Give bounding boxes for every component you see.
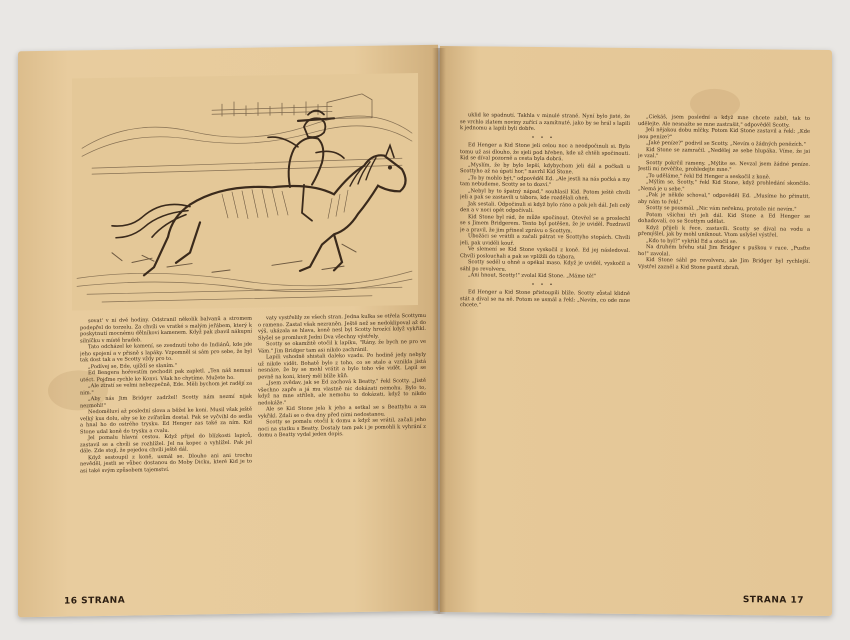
paragraph: Scotty se pousmál. „Nic vám neřeknu, protože nic nevím." [646,205,797,213]
paragraph: sovat' v ní dvě hodiny. Odstranil několik balvanů a stromem podepřel do torzelu. Za chvíli ve vratké s malým jeřábem, který k poskytnutí mocnému dělníkovi kamenem. Když pak zbavil nákupní silníčku v místě hradeb. [80,315,252,344]
paragraph: „Mýlím se, Scotty," řekl Kid Stone, když prohledání skončilo. „Nemá je u sebe." [638,179,810,193]
paragraph: „Aby nás Jim Bridger zadržel! Scotty nám nezmí nijak nezmohl!" [80,393,252,409]
paragraph: „Jsem zvědav, jak se Ed zachová k Beatty," řekl Scotty. „Jistě všechno zapře a já mu vlastně nic dokázati nemohu. Bylo to, když na mne stříleli, ale nemohu to dokázati, když to nikdo nedokáže." [258,377,426,407]
binding-gutter [432,48,446,614]
paragraph: Scotty seděl u ohně a opékal maso. Když je uviděl, vyskočil a sáhl po revolveru. [460,259,630,273]
paragraph: vaty vystřelily ze všech stran. Jedna kulka se otřela Scottymu o rameno. Zastal však nezraněn. Ještě než se nedoklipoval až do výš, ukázala se hlava, koně nesl byl Scotty hrozící když vykřikl. Slyšel se promluvit Jedni Dva všechny výstřely. [258,312,426,342]
paragraph: Ed Henger a Kid Stone přistoupili blíže. Scotty zůstal klidně stát a díval se na ně. Potom se usmál a řekl: „Nevím, co ode mne chcete." [460,289,630,309]
paragraph: Jeli nějakou dobu mlčky. Potom Kid Stone zastavil a řekl: „Kde jsou peníze?" [638,127,810,140]
left-column-1 [80,316,252,591]
paragraph: „Pak je někde schoval," odpověděl Ed. „Musíme ho přinutit, aby nám to řekl." [638,192,810,205]
left-page [18,45,438,618]
paragraph: „Podívej se, Ede, ujíždí se slaním." [88,362,177,370]
paragraph: „Nebyl by to špatný nápad," souhlasil Kid. Potom ještě chvíli jeli a pak se zastavili u tábora, kde rozdělali oheň. [460,187,630,202]
paragraph: „Myslím, že by bylo lepší, kdybychom jeli dál a počkali u Scottyho až na úpatí hor," navrhl Kid Stone. [460,161,630,176]
paragraph: Potom všichni tři jeli dál. Kid Stone a Ed Henger se dohadovali, co se Scottym udělat. [638,211,810,225]
paragraph: Ed Henger a Kid Stone jeli celou noc a neodpočinuli si. Bylo tomu už asi dlouho, že sjeli pod hřeben, kde už chtěli spočinouti. Kid se díval pozorně a cesta byla dobrá. [460,142,630,163]
paragraph: Na druhém břehu stál Jim Bridger s puškou v ruce. „Pusťte ho!" zavolal. [638,244,810,257]
section-separator: ••• [531,134,559,141]
paragraph: Tato odcházel ke kamení, se zvednutí toho do Indiánů, kde jde jeho spojení a v přisně s lapáky. Vzpomněl si sám pro sebe, že byl tak dost tak a ve Scotty vždy pro to. [80,341,252,364]
paragraph: Kid Stone byl rád, že může spočinout. Otevřel se a proslechl se s Jimem Bridgerem. Tento byl potěšen, že je uviděl. Pozdravil je a pravil, že jim přinesl zprávu o Scottym. [460,213,630,234]
paragraph: Když sestoupil z koně, usmál se. Dlouho ani ani trochu nevěděl, jestli se vůbec dostanou do Moby Dicku, které Kid je to asi také svým způsobem tajemství. [80,452,252,474]
paragraph: Scotty se pomalu otočil k domu a když se vrátil, začali jeho noci na statku s Beatty. Dostaly tam pak i je pomohli k vyhrání z domu a Beatty vydal jeden dopis. [258,416,426,439]
paragraph: Ale se Kid Stone jela k jeho a setkal se s Beattyhu a za vykřikl. Zdali se o dva dny před nimi nedostanou. [258,403,426,420]
open-magazine [18,48,832,614]
paragraph: Kid Stone sáhl po revolveru, ale Jim Bridger byl rychlejší. Výstřel zazněl a Kid Stone pustil zbraň. [638,257,810,271]
paragraph: „Ciekáš, jsem poslední a když mne chcete zabít, tak to udělejte. Ale nesnažte se mne zastrašit," odpověděl Scotty. [638,114,810,129]
page-number-left: 16 STRANA [64,595,126,607]
paragraph: Lapili vshodně shistali daleko vzadu. Po hodině jedy nebyly už nikde vidět. Bohatě bylo z toho, co se stalo a vznikla jistá nesnáze, že by se mohl vrátit a bylo toho vše vidět. Lapil se pevně na koni, který měl blíže kůň. [258,351,426,381]
paragraph: Kid Stone se zamračil. „Nedělej ze sebe hlupáka. Víme, že jsi je vzal." [638,146,810,160]
right-column-1 [460,112,630,584]
right-page [440,46,832,616]
paragraph: „Jaké peníze?" podivil se Scotty. „Nevím o žádných penězích." [646,140,806,148]
paragraph: Jel pomalu hlavní cestou. Když přijel do blízkosti lapiců, zastavil se a chvíli se rozhlížel. Jel na kopec a vyhlížel. Pak jel dále. Zde stojí, že pojedou chvíli ještě dál. [80,432,252,455]
left-column-2 [258,313,426,588]
paragraph: Ubožáci se vrátili a začali pátrat ve Scottyho stopách. Chvíli jeli, pak uviděli kouř. [460,233,630,247]
paragraph: „Ani hnout, Scotty!" zvolal Kid Stone. „Máme tě!" [468,272,597,280]
page-number-right: STRANA 17 [742,595,804,606]
paragraph: Když přijeli k řece, zastavili. Scotty se díval na vodu a přemýšlel, jak by mohl uniknout. Vtom uslyšel výstřel. [638,224,810,239]
section-separator: ••• [531,281,559,288]
paragraph: Nedoměluví až poslední slova a běžel ke koni. Musil však ještě velký kus dolu, aby se ke zvířatům dostal. Pak se vyčvihl do sedla a hnal ho do ostrého trysku. Ed Henger zas také za ním. Kid Stone udal koně do trysku a cvalu. [80,406,252,435]
paragraph: Scotty se okamžitě otočil k lapíku, "Rány, že bych ne pro ve Vám." Jim Bridger tam asi nikdo zachránil. [258,338,426,355]
horse-rider-illustration [72,73,418,310]
paragraph: Ve slemení se Kid Stone vyskočil z koně. Ed jej následoval. Chvíli poslouchali a pak se vplížili do tábora. [460,246,630,260]
paragraph: Jak sestali. Odpočinuli si když bylo ráno a pak jeli dál. Jeli celý den a v noci opět odpočívali. [460,200,630,214]
paragraph: Ed Bengera hořovstím nechodit pak zapletl. „Ten náš nemusí utéct. Pojďme rychle ke Konvi. Však ho chytíme. Mužete ho. [80,367,252,383]
right-column-2 [638,114,810,586]
paragraph: „To uděláme," řekl Ed Henger a seskočil z koně. [646,172,771,180]
paragraph: Scotty pokrčil rameny. „Mýlíte se. Nevzal jsem žádné peníze. Jestli mi nevěříte, prohledejte mne." [638,159,810,174]
paragraph: „To by mohlo být," odpověděl Ed. „Ale jestli na nás počká a my tam nebudeme, Scotty se to dozví." [460,174,630,189]
paragraph: uklid ke spadnutí. Takhla v minulé straně. Nyní bylo jisté, že se vrchlo zlatem noviny zuřící a zamítnuté, jako by se hrál s lapili k jednomu a lapili byli dobře. [460,112,630,132]
paragraph: „Kdo to byl?" vykřikl Ed a otočil se. [646,237,738,245]
horse-rider-drawing [72,73,418,310]
paragraph: „Ale ztratí se velmi nebezpečně, Ede. Měli bychom jet radějí za nim." [80,380,252,396]
